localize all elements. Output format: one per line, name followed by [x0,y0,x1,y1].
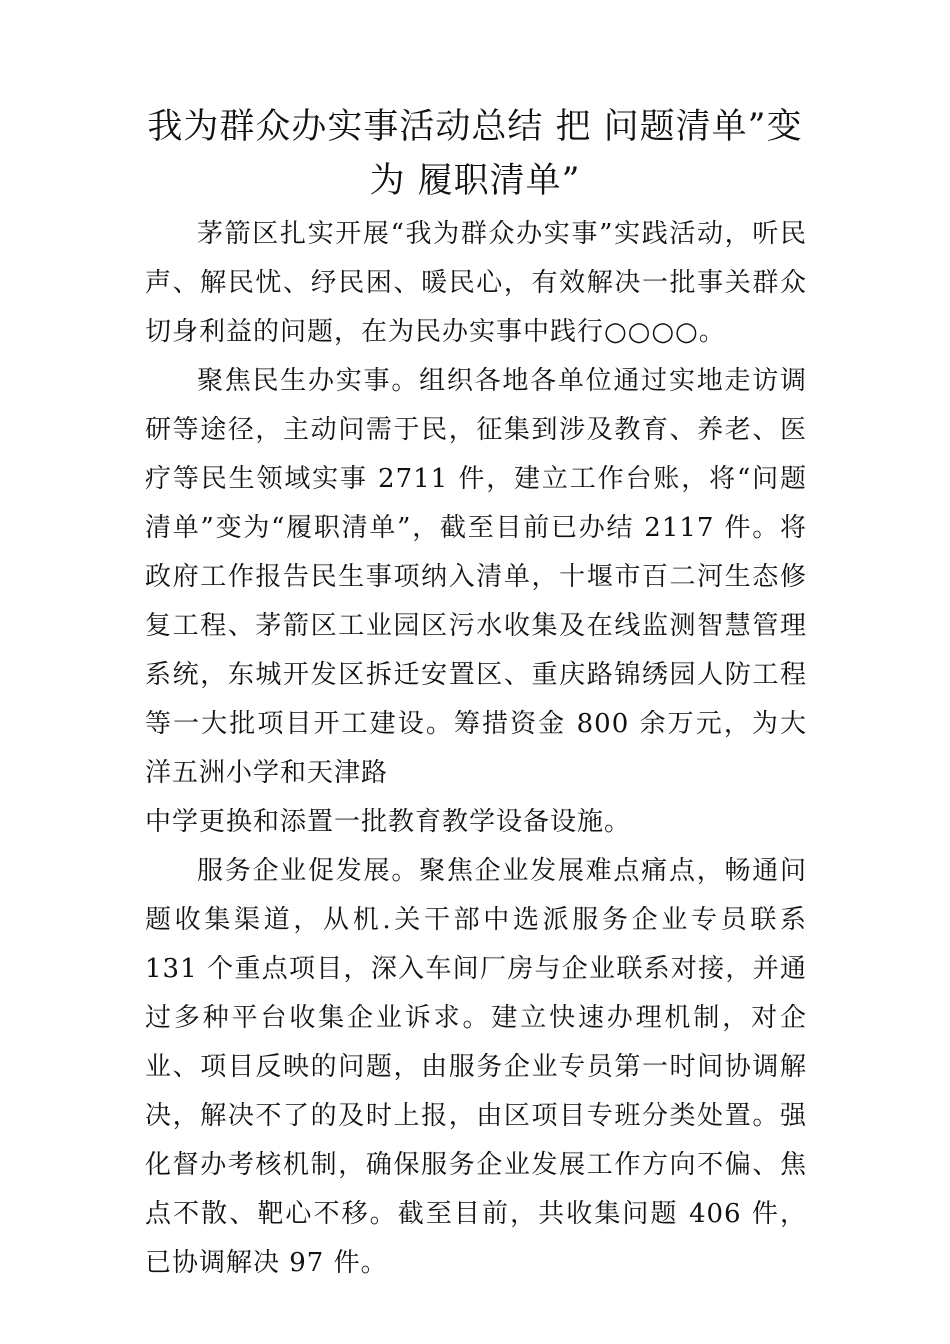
paragraph-enterprise: 服务企业促发展。聚焦企业发展难点痛点，畅通问题收集渠道，从机.关干部中选派服务企业专员联系 131 个重点项目，深入车间厂房与企业联系对接，并通过多种平台收集企业诉求。建立快速办理机制，对企业、项目反映的问题，由服务企业专员第一时间协调解决，解决不了的及时上报，由区项目专班分类处置。强化督办考核机制，确保服务企业发展工作方向不偏、焦点不散、靶心不移。截至目前，共收集问题 406 件，已协调解决 97 件。 [145,856,807,1278]
document-title [120,100,830,208]
document-body [145,210,807,1288]
paragraph-livelihood-continued: 中学更换和添置一批教育教学设备设施。 [145,807,632,837]
title-line-2: 为 履职清单” [369,161,581,201]
paragraph-intro: 茅箭区扎实开展“我为群众办实事”实践活动，听民声、解民忧、纾民困、暖民心，有效解决一批事关群众切身利益的问题，在为民办实事中践行○○○○。 [145,219,807,347]
paragraph-livelihood: 聚焦民生办实事。组织各地各单位通过实地走访调研等途径，主动问需于民，征集到涉及教育、养老、医疗等民生领域实事 2711 件，建立工作台账，将“问题清单”变为“履职清单”，截至目前已办结 2117 件。将政府工作报告民生事项纳入清单，十堰市百二河生态修复工程、茅箭区工业园区污水收集及在线监测智慧管理系统，东城开发区拆迁安置区、重庆路锦绣园人防工程等一大批项目开工建设。筹措资金 800 余万元，为大洋五洲小学和天津路 [145,366,807,788]
title-line-1: 我为群众办实事活动总结 把 问题清单”变 [147,107,803,147]
